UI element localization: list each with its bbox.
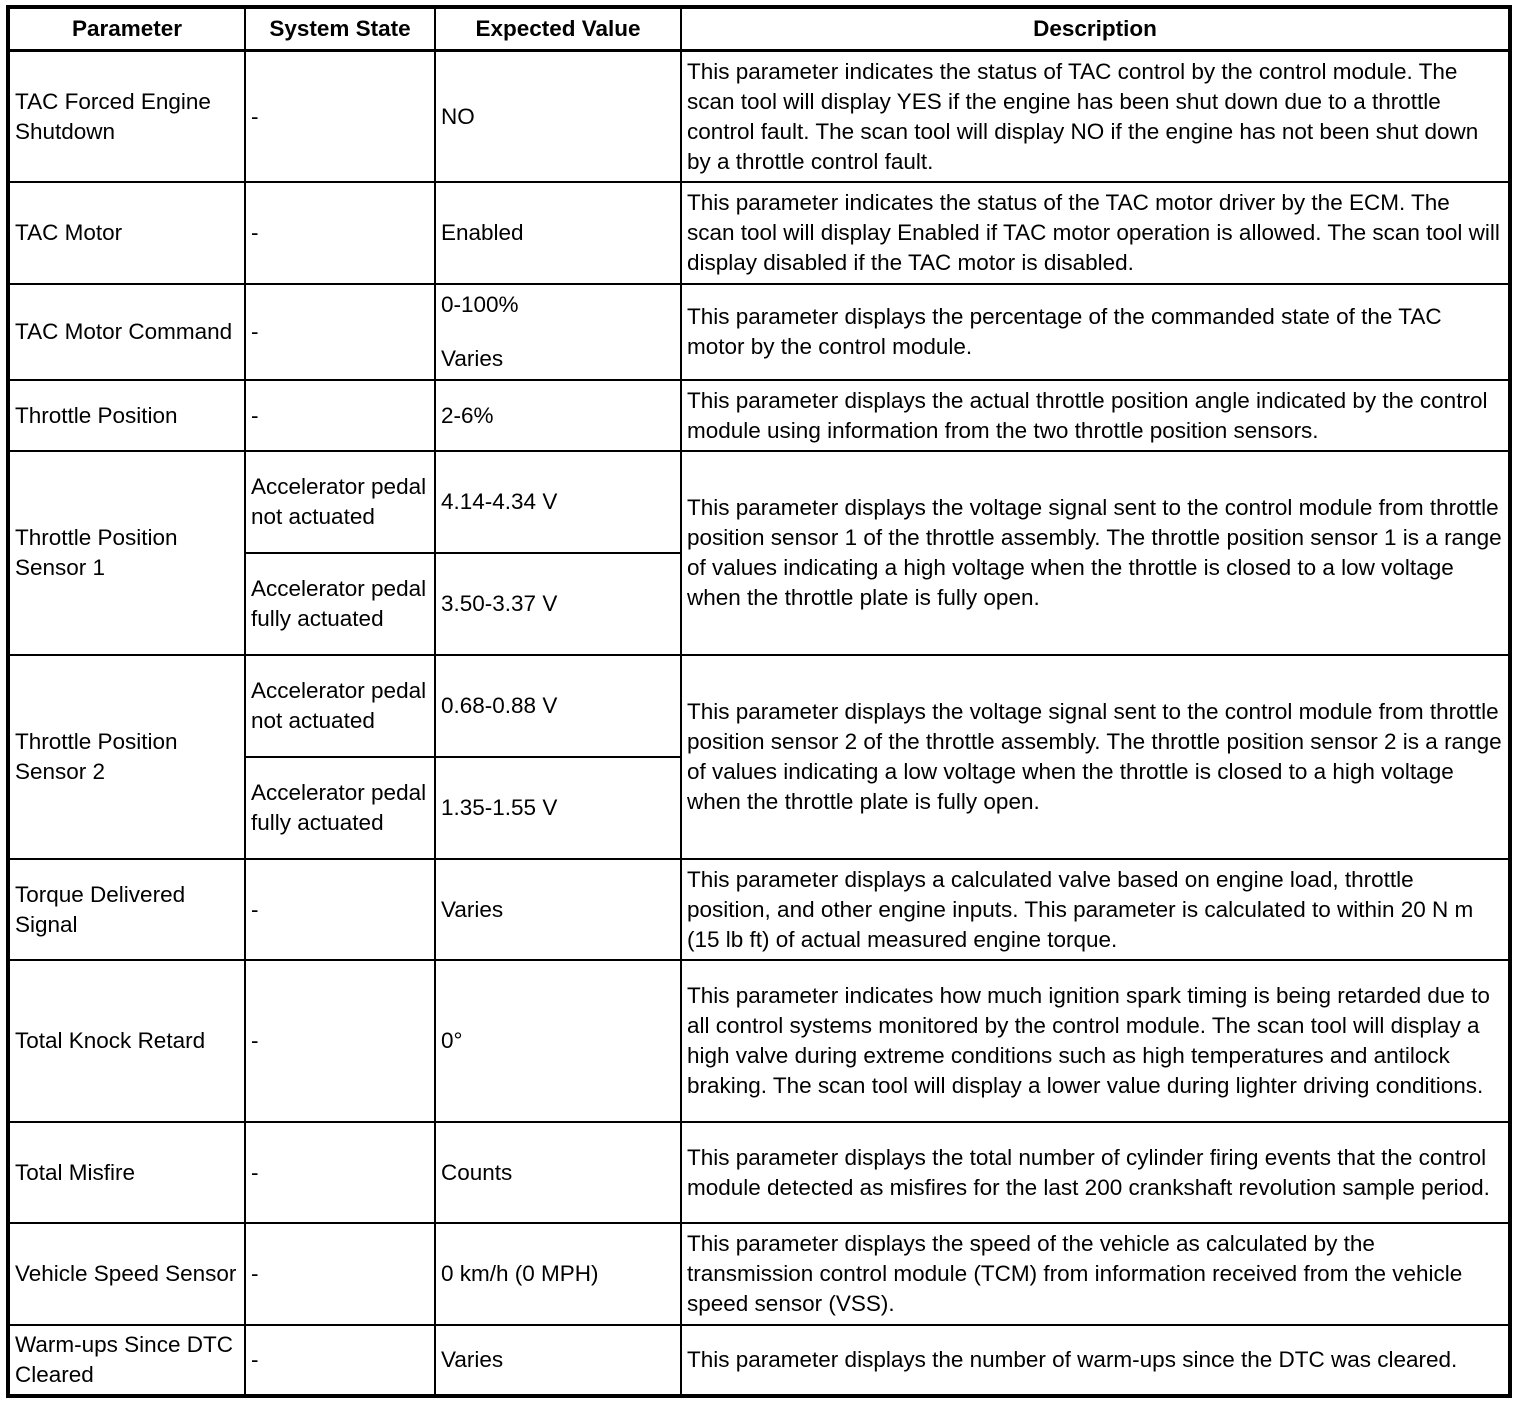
expected-value-note: Varies <box>441 346 504 371</box>
system-state-cell: - <box>245 284 435 380</box>
table-row <box>8 284 1510 380</box>
parameter-cell: Throttle Position <box>8 380 245 451</box>
expected-value-cell: Enabled <box>435 182 681 284</box>
expected-value-cell: Varies <box>435 1325 681 1396</box>
system-state-cell: - <box>245 1122 435 1223</box>
table-row <box>8 182 1510 284</box>
expected-value-cell: 2-6% <box>435 380 681 451</box>
table-row <box>8 960 1510 1122</box>
table-row <box>8 380 1510 451</box>
system-state-cell: - <box>245 182 435 284</box>
parameter-table <box>6 5 1512 1398</box>
expected-value-cell: 0° <box>435 960 681 1122</box>
table-row <box>8 1325 1510 1396</box>
description-cell: This parameter displays the speed of the vehicle as calculated by the transmission control module (TCM) from information received from the vehicle speed sensor (VSS). <box>681 1223 1510 1325</box>
expected-value-cell: Varies <box>435 859 681 960</box>
description-cell: This parameter indicates the status of the TAC motor driver by the ECM. The scan tool will display Enabled if TAC motor operation is allowed. The scan tool will display disabled if the TAC motor is disabled. <box>681 182 1510 284</box>
system-state-cell: Accelerator pedal fully actuated <box>245 757 435 859</box>
system-state-cell: - <box>245 960 435 1122</box>
parameter-cell: Vehicle Speed Sensor <box>8 1223 245 1325</box>
parameter-cell: Total Misfire <box>8 1122 245 1223</box>
description-cell: This parameter displays a calculated valve based on engine load, throttle position, and other engine inputs. This parameter is calculated to within 20 N m (15 lb ft) of actual measured engine torque. <box>681 859 1510 960</box>
table-row <box>8 655 1510 757</box>
parameter-cell: TAC Motor Command <box>8 284 245 380</box>
system-state-cell: - <box>245 859 435 960</box>
description-cell: This parameter indicates the status of TAC control by the control module. The scan tool will display YES if the engine has been shut down due to a throttle control fault. The scan tool will display NO if the engine has not been shut down by a throttle control fault. <box>681 51 1510 183</box>
header-parameter: Parameter <box>8 7 245 51</box>
parameter-cell: Warm-ups Since DTC Cleared <box>8 1325 245 1396</box>
table-row <box>8 859 1510 960</box>
parameter-cell: Total Knock Retard <box>8 960 245 1122</box>
description-cell: This parameter displays the number of warm-ups since the DTC was cleared. <box>681 1325 1510 1396</box>
table-row <box>8 51 1510 183</box>
description-cell: This parameter indicates how much ignition spark timing is being retarded due to all control systems monitored by the control module. The scan tool will display a high valve during extreme conditions such as high temperatures and antilock braking. The scan tool will display a lower value during lighter driving conditions. <box>681 960 1510 1122</box>
system-state-cell: Accelerator pedal not actuated <box>245 655 435 757</box>
parameter-cell: Throttle Position Sensor 1 <box>8 451 245 655</box>
expected-value-cell: Counts <box>435 1122 681 1223</box>
system-state-cell: - <box>245 1325 435 1396</box>
description-cell: This parameter displays the total number of cylinder firing events that the control module detected as misfires for the last 200 crankshaft revolution sample period. <box>681 1122 1510 1223</box>
expected-value-cell: 0 km/h (0 MPH) <box>435 1223 681 1325</box>
system-state-cell: Accelerator pedal not actuated <box>245 451 435 553</box>
expected-value-cell: 0.68-0.88 V <box>435 655 681 757</box>
expected-value-cell: NO <box>435 51 681 183</box>
system-state-cell: Accelerator pedal fully actuated <box>245 553 435 655</box>
header-expected-value: Expected Value <box>435 7 681 51</box>
expected-value-cell: 4.14-4.34 V <box>435 451 681 553</box>
parameter-cell: TAC Motor <box>8 182 245 284</box>
description-cell: This parameter displays the voltage signal sent to the control module from throttle position sensor 2 of the throttle assembly. The throttle position sensor 2 is a range of values indicating a low voltage when the throttle is closed to a high voltage when the throttle plate is fully open. <box>681 655 1510 859</box>
expected-value-cell: 3.50-3.37 V <box>435 553 681 655</box>
system-state-cell: - <box>245 51 435 183</box>
expected-value-range: 0-100% <box>441 292 519 317</box>
parameter-cell: Throttle Position Sensor 2 <box>8 655 245 859</box>
description-cell: This parameter displays the percentage of the commanded state of the TAC motor by the control module. <box>681 284 1510 380</box>
header-description: Description <box>681 7 1510 51</box>
description-cell: This parameter displays the actual throttle position angle indicated by the control module using information from the two throttle position sensors. <box>681 380 1510 451</box>
header-system-state: System State <box>245 7 435 51</box>
table-row <box>8 451 1510 553</box>
parameter-cell: Torque Delivered Signal <box>8 859 245 960</box>
expected-value-cell: 1.35-1.55 V <box>435 757 681 859</box>
table-row <box>8 1223 1510 1325</box>
parameter-cell: TAC Forced Engine Shutdown <box>8 51 245 183</box>
system-state-cell: - <box>245 380 435 451</box>
table-row <box>8 1122 1510 1223</box>
expected-value-cell <box>435 284 681 380</box>
description-cell: This parameter displays the voltage signal sent to the control module from throttle position sensor 1 of the throttle assembly. The throttle position sensor 1 is a range of values indicating a high voltage when the throttle is closed to a low voltage when the throttle plate is fully open. <box>681 451 1510 655</box>
header-row <box>8 7 1510 51</box>
system-state-cell: - <box>245 1223 435 1325</box>
